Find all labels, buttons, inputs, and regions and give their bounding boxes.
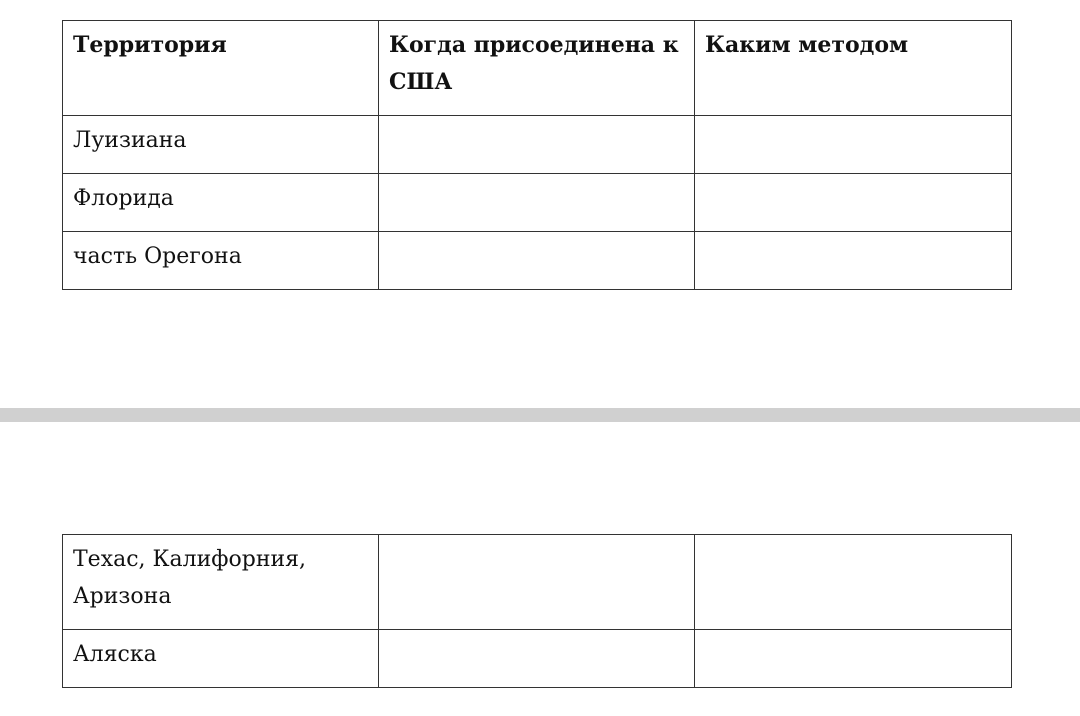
cell-territory: Техас, Калифорния, Аризона bbox=[63, 535, 379, 630]
table-row bbox=[63, 630, 1012, 688]
cell-when-joined bbox=[379, 232, 695, 290]
cell-method bbox=[695, 232, 1012, 290]
table-row bbox=[63, 535, 1012, 630]
cell-method bbox=[695, 535, 1012, 630]
header-method: Каким методом bbox=[695, 21, 1012, 116]
cell-when-joined bbox=[379, 535, 695, 630]
table-row bbox=[63, 232, 1012, 290]
cell-territory: Аляска bbox=[63, 630, 379, 688]
territories-table-part-2 bbox=[62, 534, 1012, 688]
document-page-2 bbox=[0, 422, 1080, 716]
header-when-joined: Когда присоединена к США bbox=[379, 21, 695, 116]
cell-territory: Флорида bbox=[63, 174, 379, 232]
territories-table-part-1 bbox=[62, 20, 1012, 290]
cell-when-joined bbox=[379, 630, 695, 688]
cell-when-joined bbox=[379, 116, 695, 174]
cell-territory: Луизиана bbox=[63, 116, 379, 174]
table-row bbox=[63, 116, 1012, 174]
page-break-divider bbox=[0, 408, 1080, 422]
cell-method bbox=[695, 174, 1012, 232]
cell-method bbox=[695, 630, 1012, 688]
cell-when-joined bbox=[379, 174, 695, 232]
cell-territory: часть Орегона bbox=[63, 232, 379, 290]
table-header-row bbox=[63, 21, 1012, 116]
header-territory: Территория bbox=[63, 21, 379, 116]
cell-method bbox=[695, 116, 1012, 174]
table-row bbox=[63, 174, 1012, 232]
